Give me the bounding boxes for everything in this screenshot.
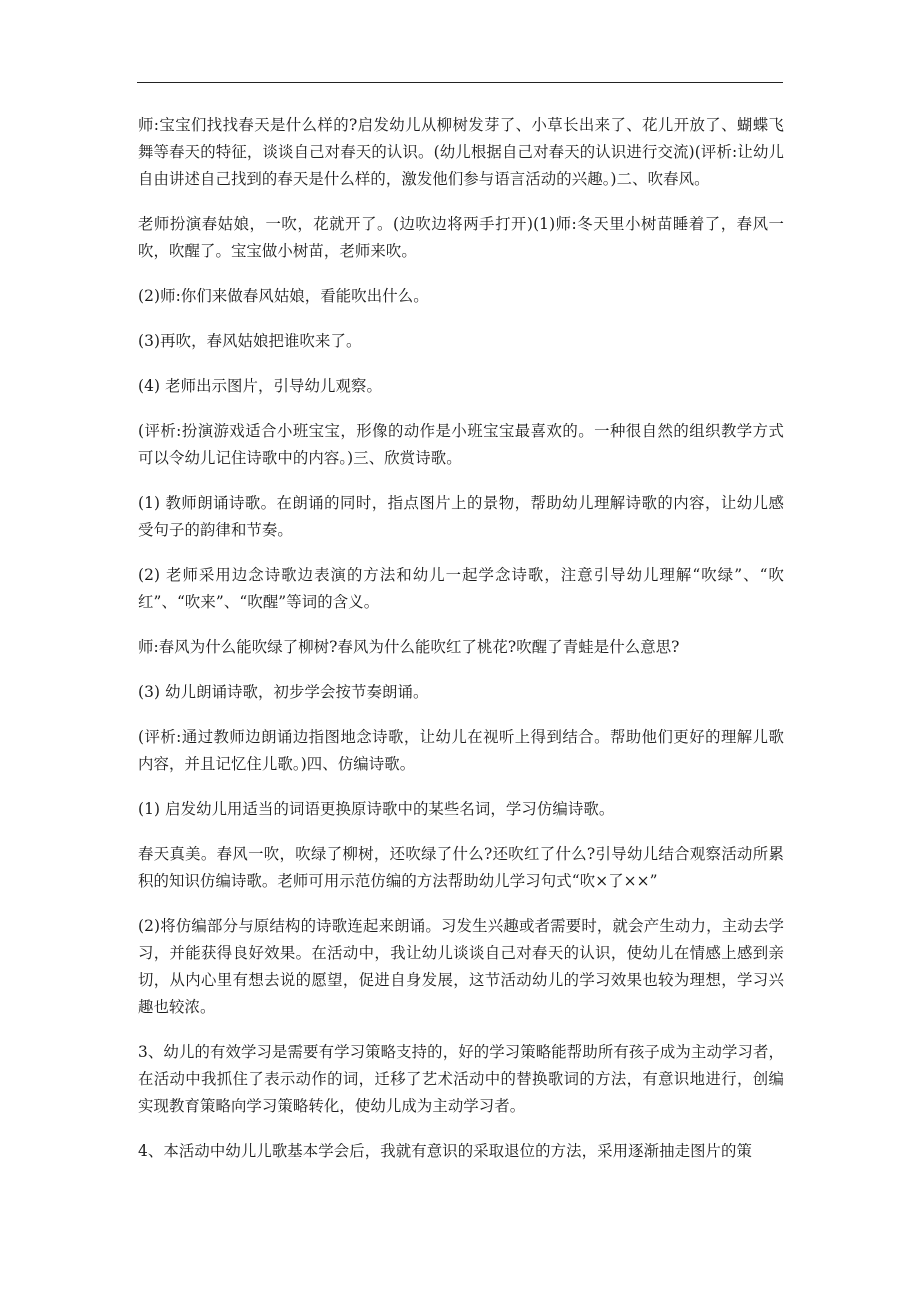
paragraph-7: (1) 教师朗诵诗歌。在朗诵的同时，指点图片上的景物，帮助幼儿理解诗歌的内容，让幼儿感受句子的韵律和节奏。 [138,494,784,539]
paragraph-14: (2)将仿编部分与原结构的诗歌连起来朗诵。习发生兴趣或者需要时，就会产生动力，主动去学习，并能获得良好效果。在活动中，我让幼儿谈谈自己对春天的认识，使幼儿在情感上感到亲切，从内心里有想去说的愿望，促进自身发展，这节活动幼儿的学习效果也较为理想，学习兴趣也较浓。 [138,917,784,1016]
document-body [138,112,784,1165]
paragraph-4: (3)再吹，春风姑娘把谁吹来了。 [138,332,362,350]
paragraph-8: (2) 老师采用边念诗歌边表演的方法和幼儿一起学念诗歌，注意引导幼儿理解“吹绿”、“吹红”、“吹来”、“吹醒”等词的含义。 [138,566,784,611]
paragraph-12: (1) 启发幼儿用适当的词语更换原诗歌中的某些名词，学习仿编诗歌。 [138,800,615,818]
paragraph-16: 4、本活动中幼儿儿歌基本学会后，我就有意识的采取退位的方法，采用逐渐抽走图片的策 [138,1142,753,1160]
paragraph-3: (2)师:你们来做春风姑娘，看能吹出什么。 [138,287,429,305]
paragraph-5: (4) 老师出示图片，引导幼儿观察。 [138,377,382,395]
paragraph-10: (3) 幼儿朗诵诗歌，初步学会按节奏朗诵。 [138,683,429,701]
paragraph-13: 春天真美。春风一吹，吹绿了柳树，还吹绿了什么?还吹红了什么?引导幼儿结合观察活动所累积的知识仿编诗歌。老师可用示范仿编的方法帮助幼儿学习句式“吹×了××” [138,845,784,890]
paragraph-9: 师:春风为什么能吹绿了柳树?春风为什么能吹红了桃花?吹醒了青蛙是什么意思? [138,638,680,656]
paragraph-1: 师:宝宝们找找春天是什么样的?启发幼儿从柳树发芽了、小草长出来了、花儿开放了、蝴蝶飞舞等春天的特征，谈谈自己对春天的认识。(幼儿根据自己对春天的认识进行交流)(评析:让幼儿自由讲述自己找到的春天是什么样的，激发他们参与语言活动的兴趣。)二、吹春风。 [138,116,784,188]
paragraph-2: 老师扮演春姑娘，一吹，花就开了。(边吹边将两手打开)(1)师:冬天里小树苗睡着了，春风一吹，吹醒了。宝宝做小树苗，老师来吹。 [138,215,784,260]
paragraph-11: (评析:通过教师边朗诵边指图地念诗歌，让幼儿在视听上得到结合。帮助他们更好的理解儿歌内容，并且记忆住儿歌。)四、仿编诗歌。 [138,728,784,773]
paragraph-6: (评析:扮演游戏适合小班宝宝，形像的动作是小班宝宝最喜欢的。一种很自然的组织教学方式可以令幼儿记住诗歌中的内容。)三、欣赏诗歌。 [138,422,784,467]
header-rule [137,82,783,83]
paragraph-15: 3、幼儿的有效学习是需要有学习策略支持的，好的学习策略能帮助所有孩子成为主动学习者，在活动中我抓住了表示动作的词，迁移了艺术活动中的替换歌词的方法，有意识地进行，创编实现教育策略向学习策略转化，使幼儿成为主动学习者。 [138,1043,784,1115]
